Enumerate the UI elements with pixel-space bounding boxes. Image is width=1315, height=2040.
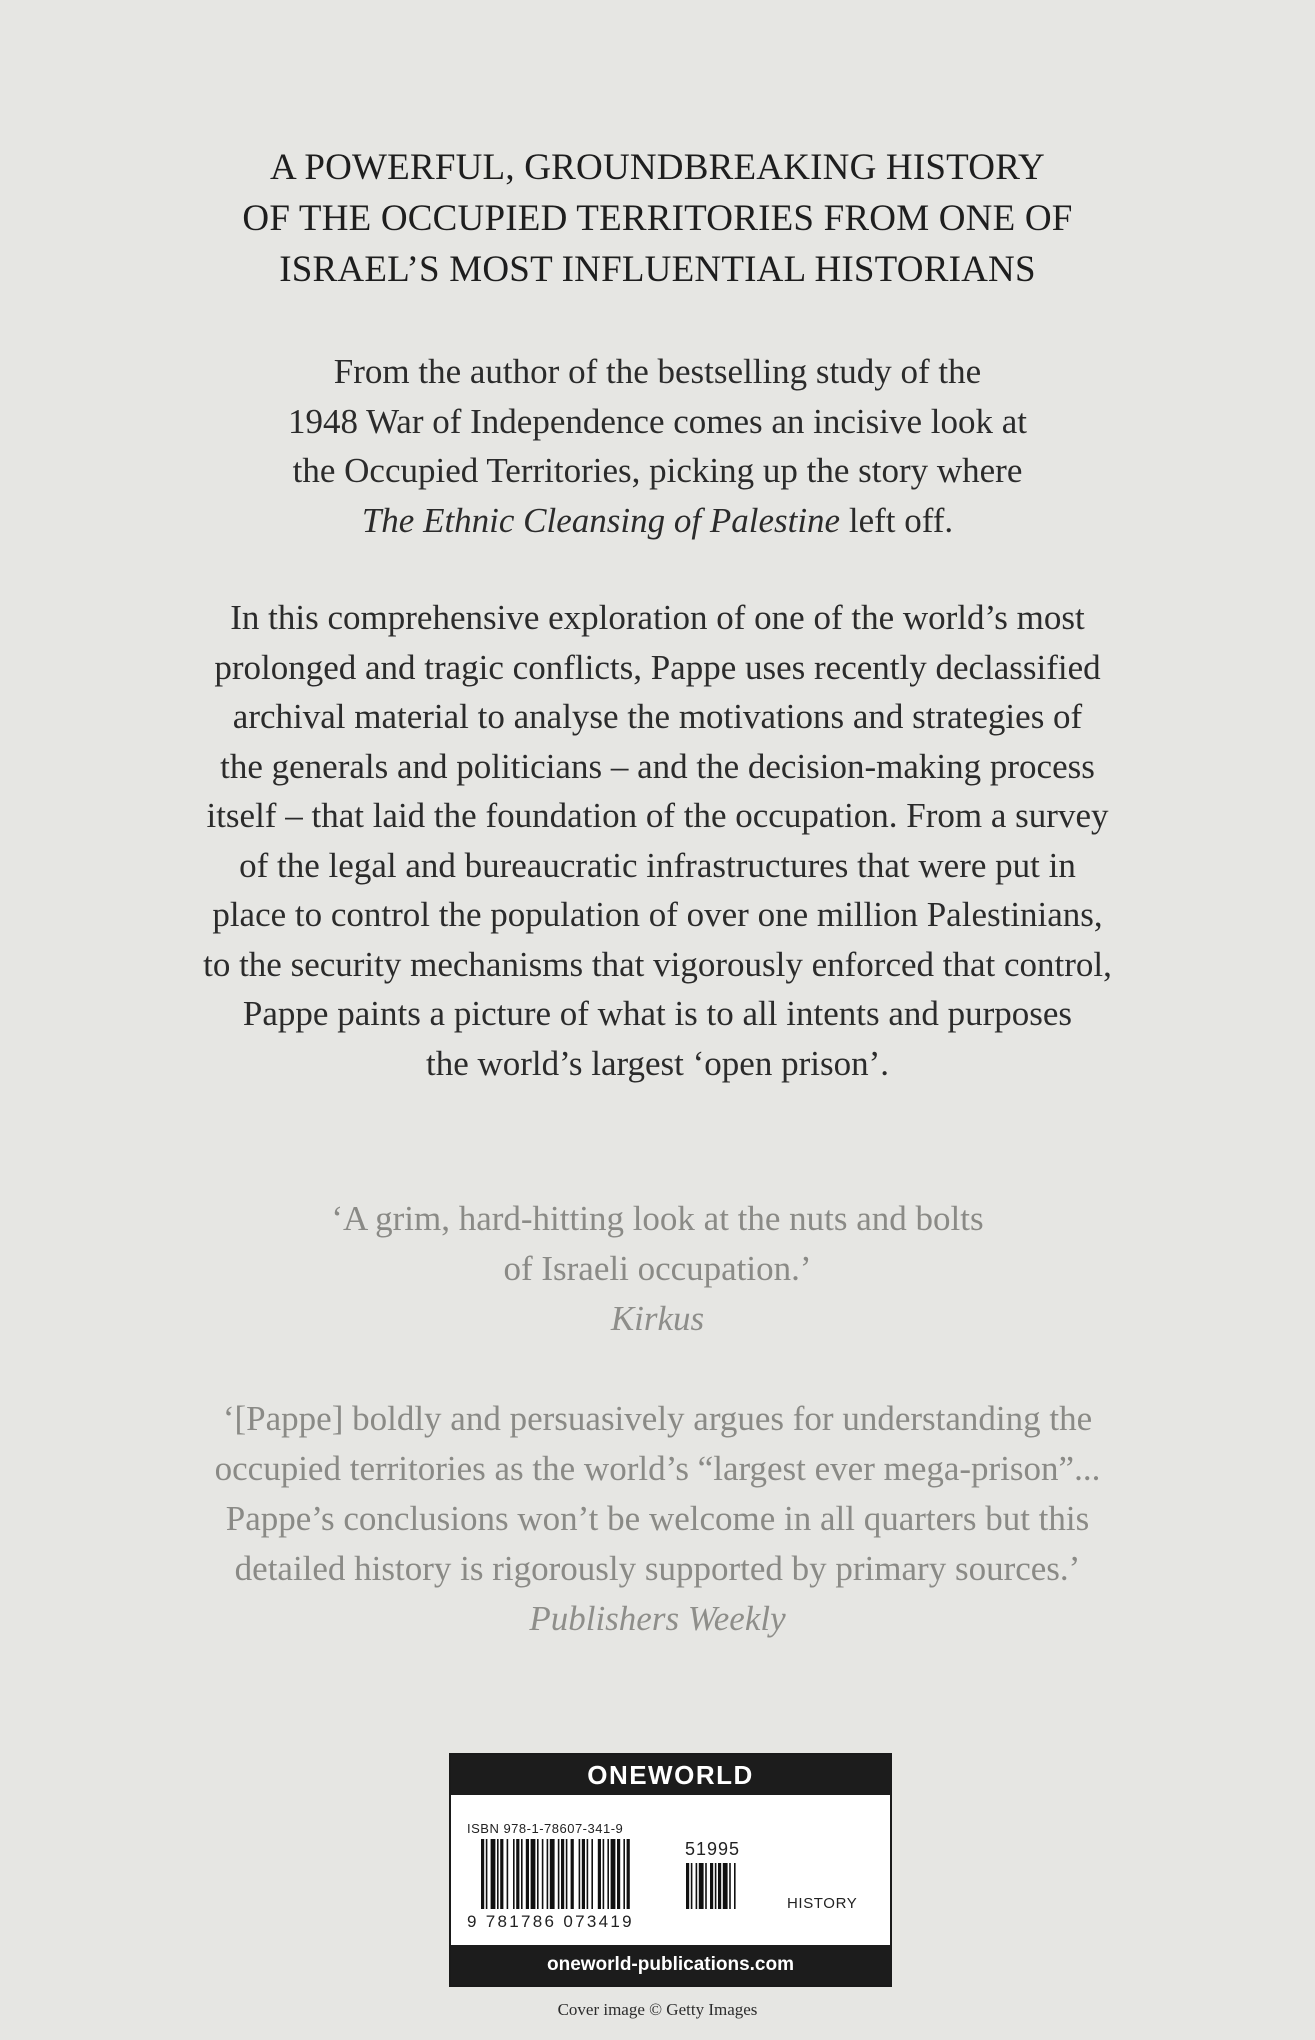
description-line: prolonged and tragic conflicts, Pappe uses recently declassified — [214, 647, 1101, 687]
barcode-digits: 9 781786 073419 — [467, 1912, 634, 1931]
description-line: Pappe paints a picture of what is to all intents and purposes — [242, 994, 1073, 1033]
description-line: to the security mechanisms that vigorously enforced that control, — [203, 944, 1112, 984]
description-line: itself – that laid the foundation of the occupation. From a survey — [206, 796, 1109, 835]
publisher-banner: ONEWORLD — [451, 1755, 890, 1795]
description-line: archival material to analyse the motivations and strategies of — [232, 697, 1083, 736]
intro-paragraph — [0, 347, 1315, 545]
quote-line: of Israeli occupation.’ — [503, 1249, 812, 1288]
quote-line: Pappe’s conclusions won’t be welcome in all quarters but this — [225, 1499, 1090, 1538]
description-line: of the legal and bureaucratic infrastructures that were put in — [239, 845, 1076, 885]
review-quote-kirkus — [0, 1194, 1315, 1344]
headline-line: OF THE OCCUPIED TERRITORIES FROM ONE OF — [242, 198, 1073, 239]
book-title: The Ethnic Cleansing of Palestine — [361, 500, 841, 540]
headline-line: A POWERFUL, GROUNDBREAKING HISTORY — [270, 147, 1045, 188]
description-line: place to control the population of over one million Palestinians, — [212, 895, 1103, 934]
price-code: 51995 — [685, 1839, 741, 1859]
publisher-website: oneworld-publications.com — [451, 1945, 890, 1985]
quote-line: detailed history is rigorously supported by primary sources.’ — [234, 1549, 1081, 1588]
description-line: In this comprehensive exploration of one of the world’s most — [230, 598, 1085, 637]
description-line: the world’s largest ‘open prison’. — [425, 1043, 889, 1083]
intro-line: 1948 War of Independence comes an incisive look at — [287, 401, 1028, 441]
review-quote-publishers-weekly — [0, 1394, 1315, 1644]
category-label: HISTORY — [787, 1895, 858, 1912]
headline — [0, 142, 1315, 295]
intro-line — [0, 496, 1315, 546]
quote-source: Kirkus — [610, 1299, 705, 1338]
barcode-icon — [481, 1839, 771, 1909]
headline-line: ISRAEL’S MOST INFLUENTIAL HISTORIANS — [279, 249, 1036, 290]
quote-line: ‘[Pappe] boldly and persuasively argues for understanding the — [222, 1399, 1093, 1438]
cover-image-credit: Cover image © Getty Images — [557, 2000, 758, 2019]
intro-line: the Occupied Territories, picking up the story where — [292, 451, 1023, 490]
quote-source: Publishers Weekly — [529, 1599, 786, 1638]
intro-line-rest: left off. — [840, 500, 954, 540]
description-line: the generals and politicians – and the decision-making process — [220, 746, 1095, 786]
description-paragraph — [0, 593, 1315, 1088]
barcode-panel — [449, 1753, 892, 1987]
quote-line: occupied territories as the world’s “largest ever mega-prison”... — [214, 1449, 1101, 1488]
quote-line: ‘A grim, hard-hitting look at the nuts and bolts — [331, 1199, 984, 1238]
intro-line: From the author of the bestselling study of the — [333, 352, 982, 391]
isbn-label: ISBN 978-1-78607-341-9 — [467, 1821, 624, 1836]
